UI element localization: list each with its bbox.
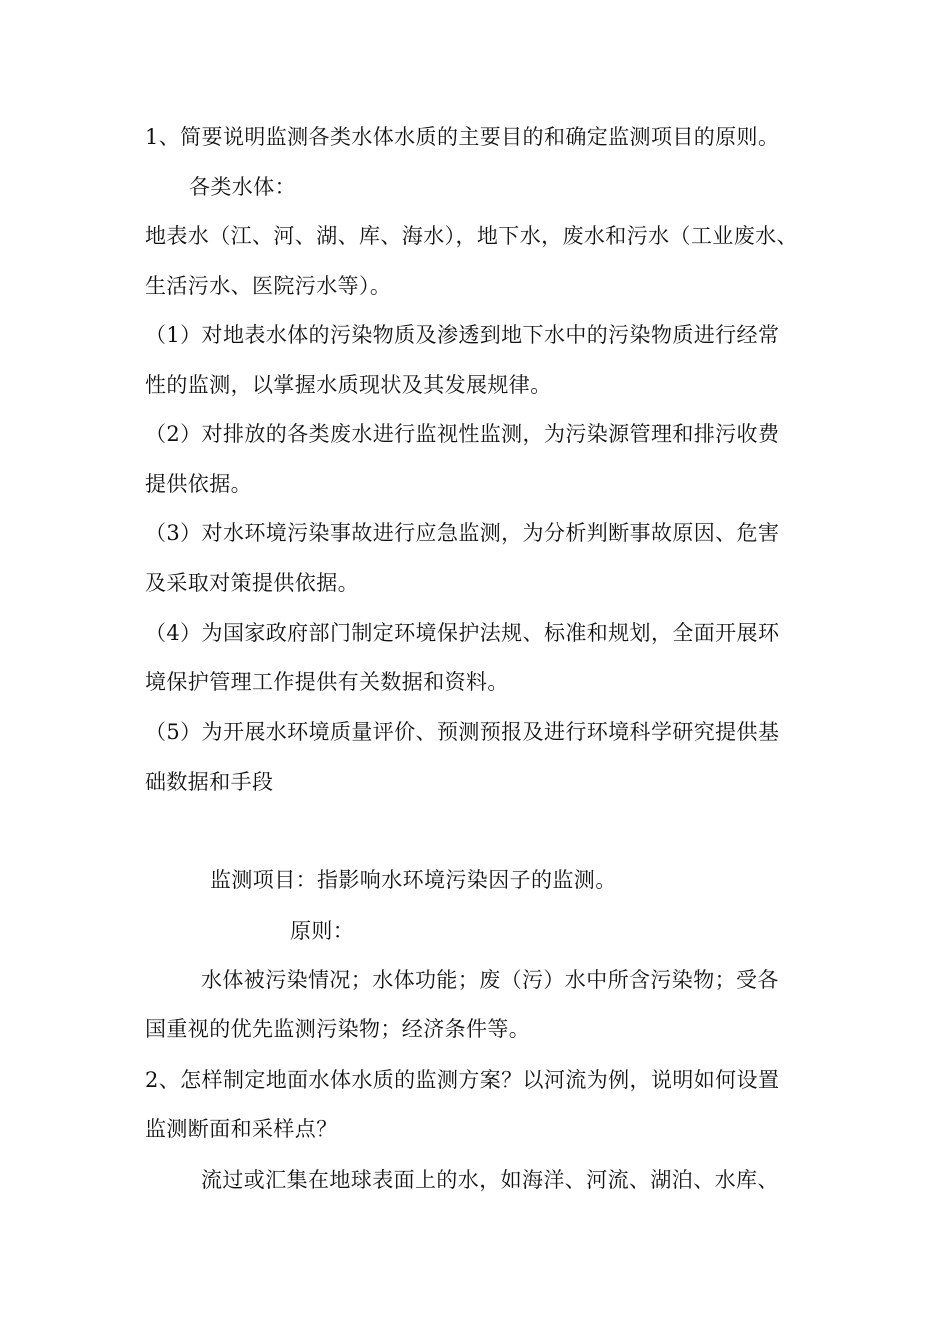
water-bodies-subheading: 各类水体：	[189, 175, 296, 199]
question-1-heading: 1、简要说明监测各类水体水质的主要目的和确定监测项目的原则。	[145, 125, 780, 149]
water-bodies-text-line-2: 生活污水、医院污水等）。	[145, 274, 392, 298]
principles-text-line-1: 水体被污染情况；水体功能；废（污）水中所含污染物；受各	[201, 968, 779, 992]
purpose-4-line-2: 境保护管理工作提供有关数据和资料。	[145, 670, 509, 694]
purpose-1-line-1: （1）对地表水体的污染物质及渗透到地下水中的污染物质进行经常	[145, 323, 780, 347]
question-2-heading-line-2: 监测断面和采样点？	[145, 1117, 338, 1141]
purpose-3-line-1: （3）对水环境污染事故进行应急监测，为分析判断事故原因、危害	[145, 521, 780, 545]
principles-subheading: 原则：	[290, 919, 355, 943]
purpose-2-line-1: （2）对排放的各类废水进行监视性监测，为污染源管理和排污收费	[145, 422, 780, 446]
purpose-3-line-2: 及采取对策提供依据。	[145, 571, 359, 595]
question-2-heading-line-1: 2、怎样制定地面水体水质的监测方案？以河流为例，说明如何设置	[145, 1068, 780, 1092]
purpose-5-line-1: （5）为开展水环境质量评价、预测预报及进行环境科学研究提供基	[145, 720, 780, 744]
principles-text-line-2: 国重视的优先监测污染物；经济条件等。	[145, 1017, 531, 1041]
purpose-5-line-2: 础数据和手段	[145, 770, 274, 794]
monitoring-items-text: 监测项目：指影响水环境污染因子的监测。	[210, 868, 617, 892]
purpose-2-line-2: 提供依据。	[145, 472, 252, 496]
answer-2-text-line-1: 流过或汇集在地球表面上的水，如海洋、河流、湖泊、水库、	[201, 1168, 779, 1192]
purpose-4-line-1: （4）为国家政府部门制定环境保护法规、标准和规划，全面开展环	[145, 621, 780, 645]
purpose-1-line-2: 性的监测，以掌握水质现状及其发展规律。	[145, 373, 552, 397]
water-bodies-text-line-1: 地表水（江、河、湖、库、海水），地下水，废水和污水（工业废水、	[145, 224, 798, 248]
